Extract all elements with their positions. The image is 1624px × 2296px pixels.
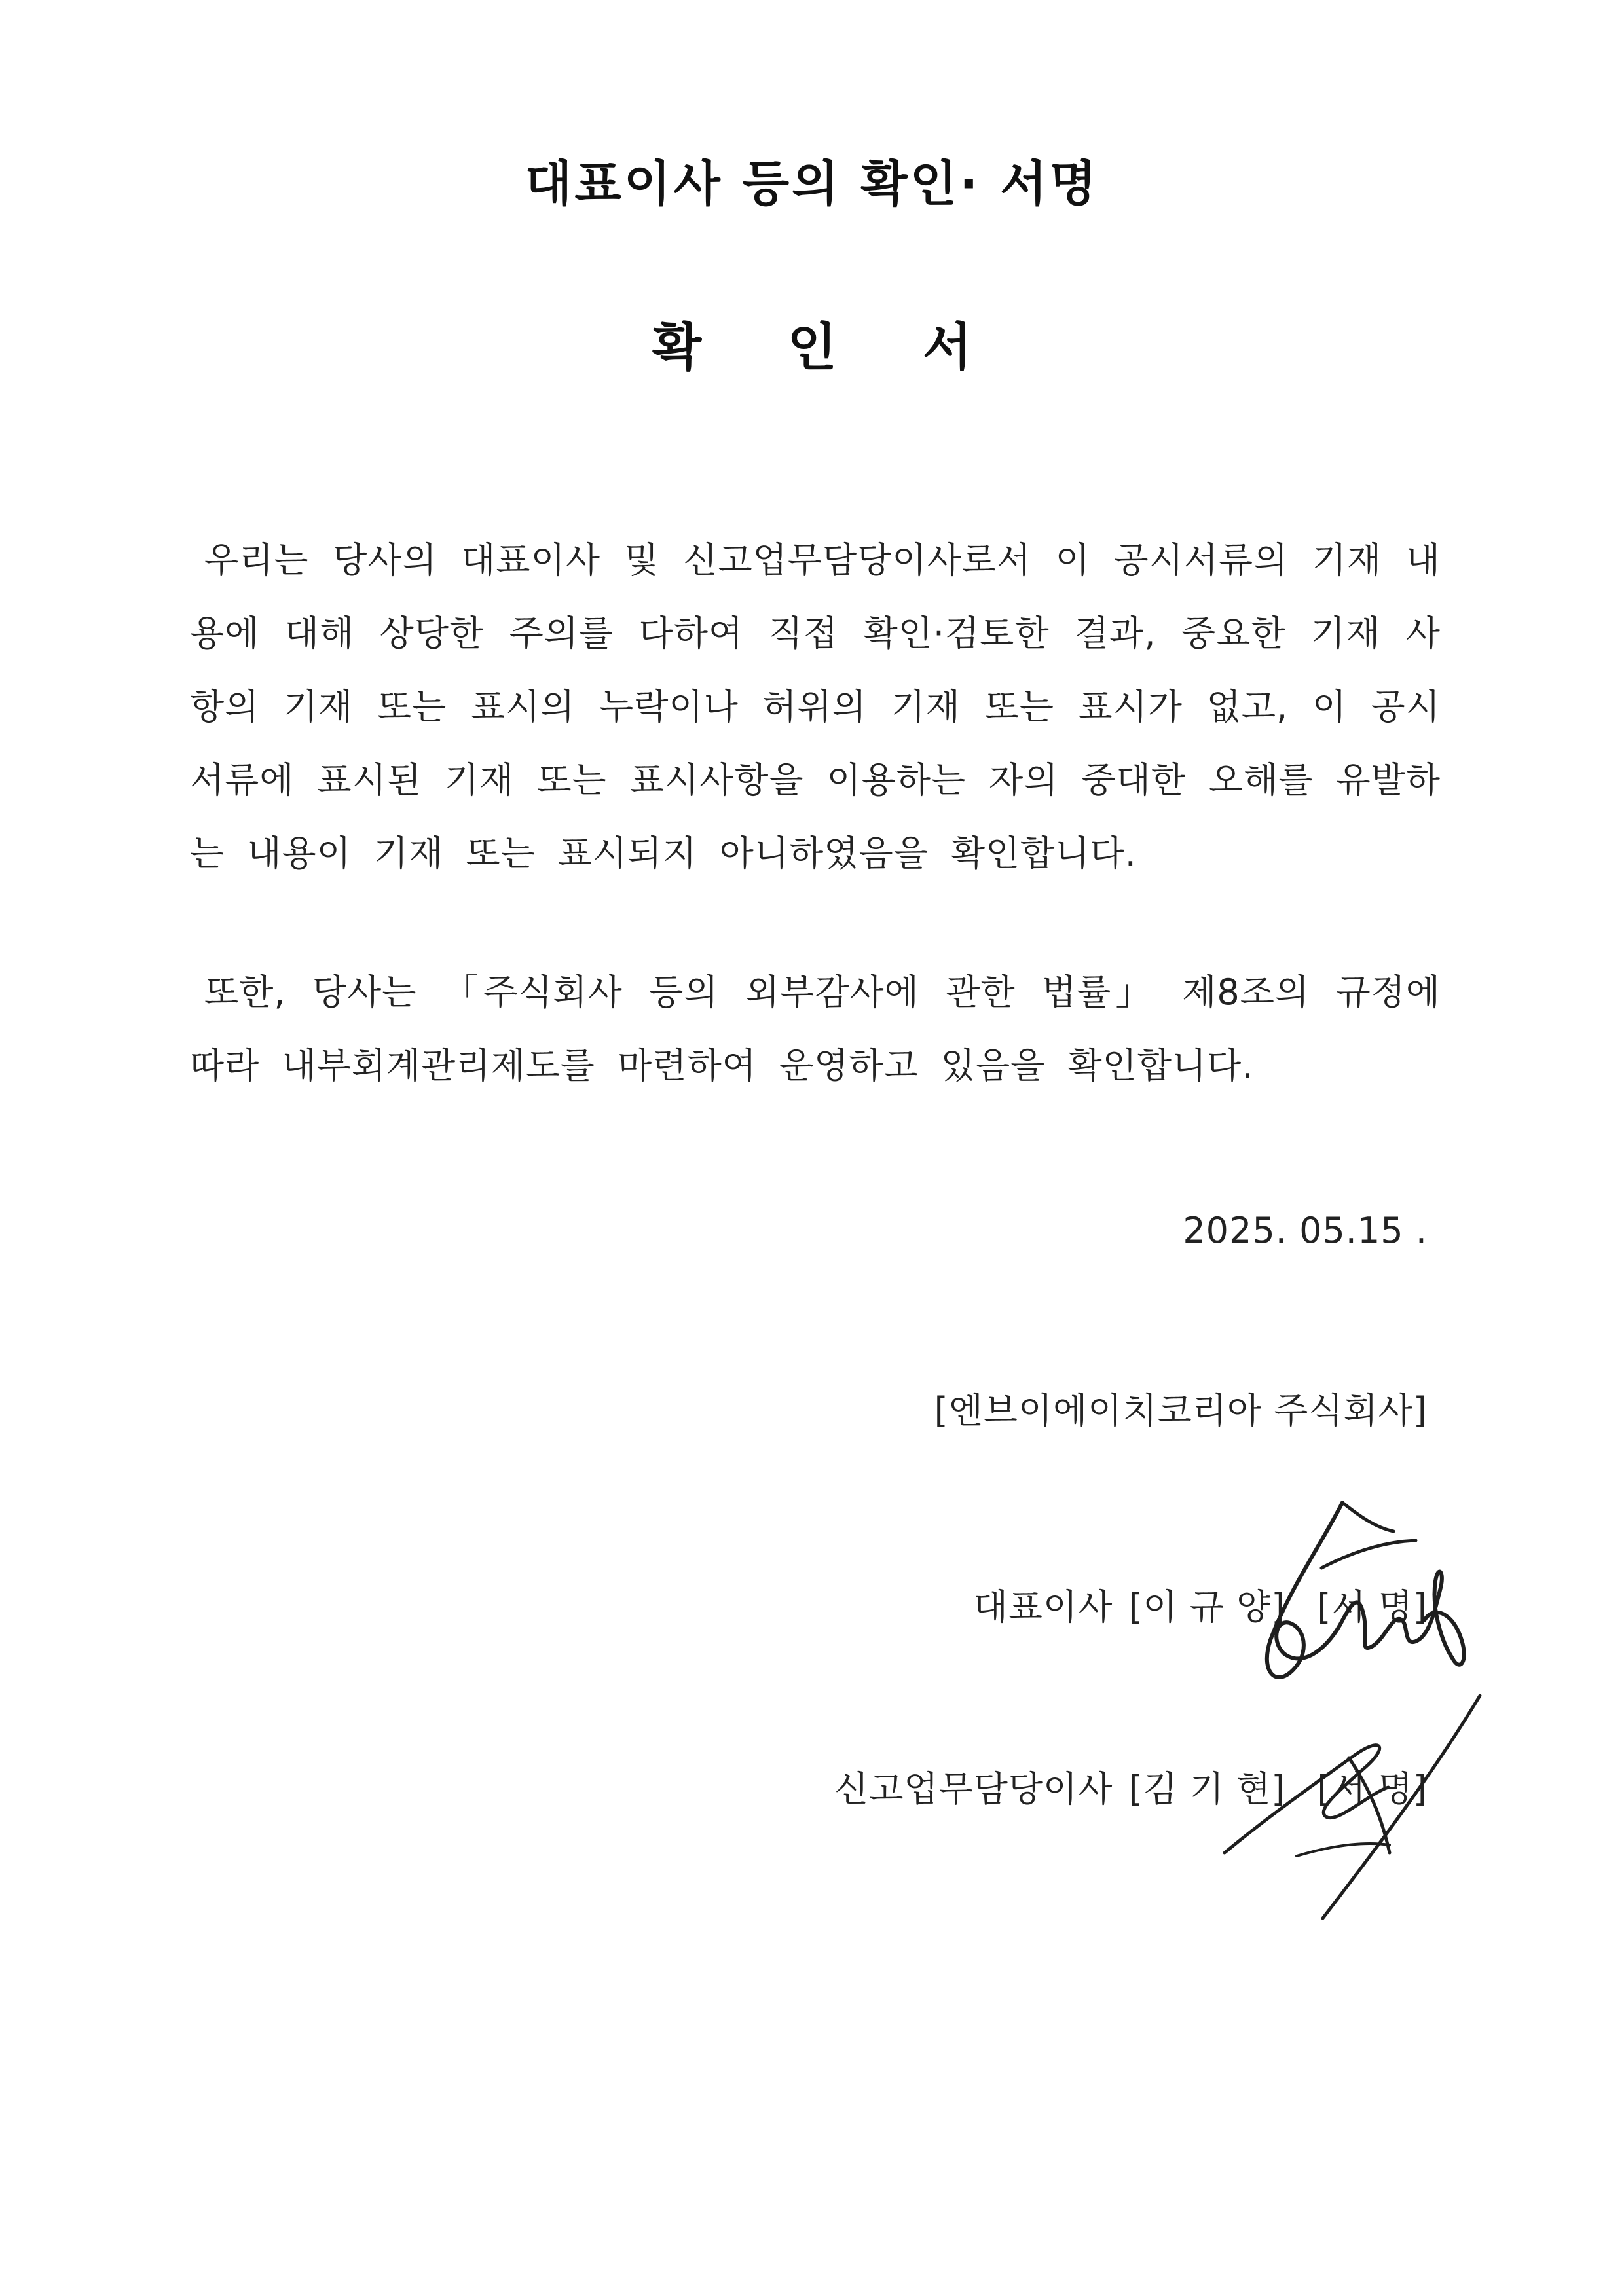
confirmation-paragraph: 우리는 당사의 대표이사 및 신고업무담당이사로서 이 공시서류의 기재 내용에 대해 상당한 주의를 다하여 직접 확인·검토한 결과, 중요한 기재 사항의 기재 또는 표시의 누락이나 허위의 기재 또는 표시가 없고, 이 공시서류에 표시된 기재 또는 표시사항을 이용하는 자의 중대한 오해를 유발하는 내용이 기재 또는 표시되지 아니하였음을 확인합니다. xyxy=(190,539,1441,874)
document-title: 대표이사 등의 확인· 서명 xyxy=(525,156,1099,212)
document-date: 2025. 05.15 . xyxy=(1183,1210,1428,1251)
document-subtitle: 확 인 서 xyxy=(652,318,1006,377)
cfo-sign-label: [서 명] xyxy=(1317,1768,1428,1810)
cfo-role-label: 신고업무담당이사 xyxy=(834,1768,1113,1810)
ceo-name: [이 규 양] xyxy=(1128,1586,1286,1628)
internal-control-paragraph: 또한, 당사는 「주식회사 등의 외부감사에 관한 법률」 제8조의 규정에 따라 내부회계관리제도를 마련하여 운영하고 있음을 확인합니다. xyxy=(190,972,1441,1086)
cfo-signature-line xyxy=(834,1761,1428,1812)
cfo-name: [김 기 현] xyxy=(1128,1768,1286,1810)
ceo-role-label: 대표이사 xyxy=(973,1586,1113,1628)
ceo-signature-line xyxy=(974,1579,1428,1630)
company-name: [엔브이에이치코리아 주식회사] xyxy=(934,1390,1428,1431)
ceo-sign-label: [서 명] xyxy=(1317,1586,1428,1628)
